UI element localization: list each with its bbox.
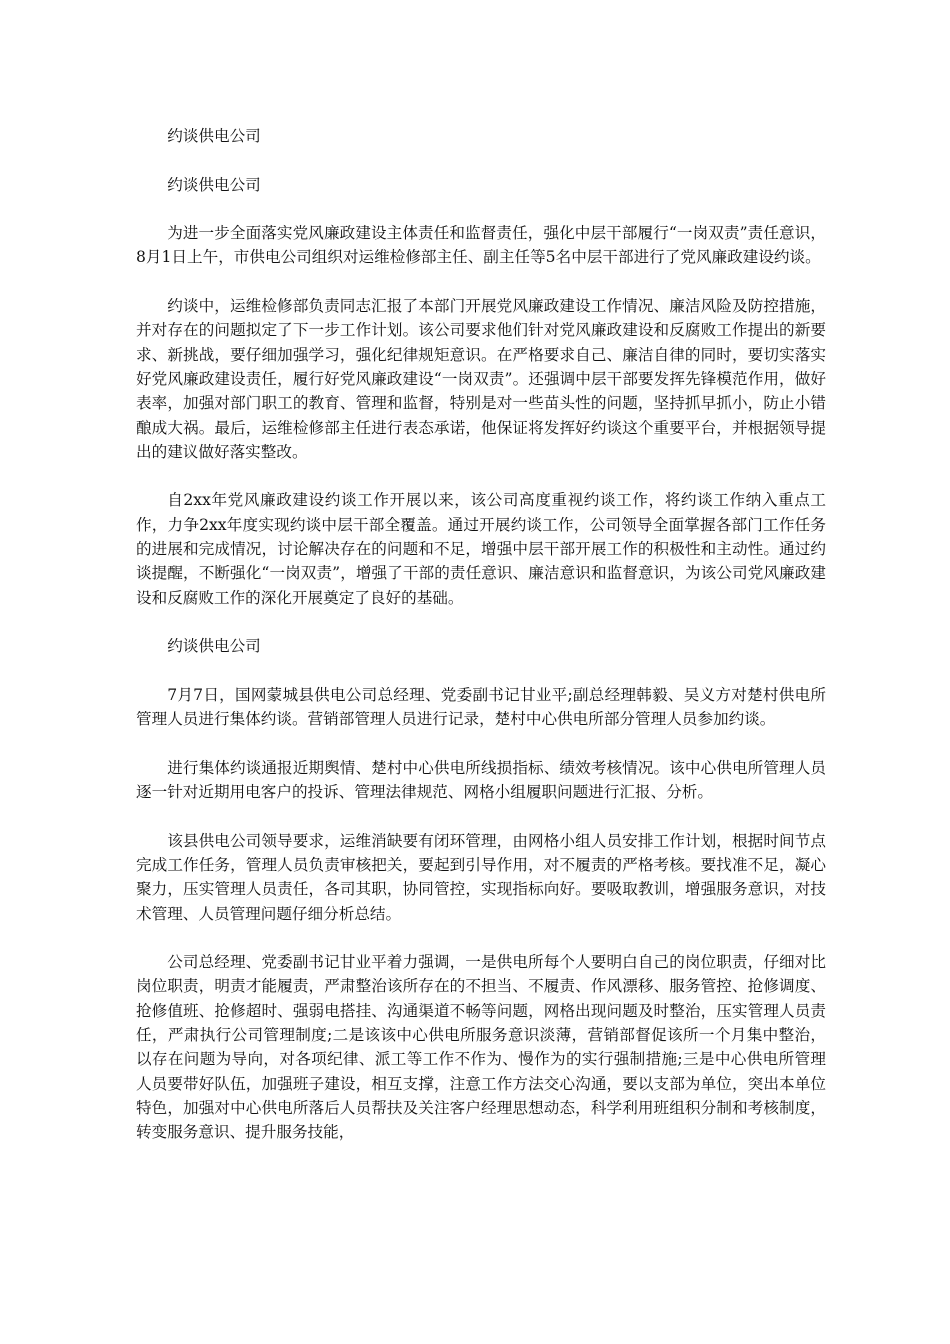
paragraph: 7月7日，国网蒙城县供电公司总经理、党委副书记甘业平;副总经理韩毅、吴义方对楚村供电所管理人员进行集体约谈。营销部管理人员进行记录，楚村中心供电所部分管理人员参加约谈。 bbox=[136, 685, 826, 729]
section-heading: 约谈供电公司 bbox=[167, 127, 261, 145]
paragraph: 该县供电公司领导要求，运维消缺要有闭环管理，由网格小组人员安排工作计划，根据时间节点完成工作任务，管理人员负责审核把关，要起到引导作用，对不履责的严格考核。要找准不足，凝心聚力，压实管理人员责任，各司其职，协同管控，实现指标向好。要吸取教训，增强服务意识，对技术管理、人员管理问题仔细分析总结。 bbox=[136, 831, 826, 923]
paragraph: 为进一步全面落实党风廉政建设主体责任和监督责任，强化中层干部履行“一岗双责”责任意识，8月1日上午，市供电公司组织对运维检修部主任、副主任等5名中层干部进行了党风廉政建设约谈。 bbox=[136, 224, 826, 267]
paragraph: 约谈中，运维检修部负责同志汇报了本部门开展党风廉政建设工作情况、廉洁风险及防控措施，并对存在的问题拟定了下一步工作计划。该公司要求他们针对党风廉政建设和反腐败工作提出的新要求、新挑战，要仔细加强学习，强化纪律规矩意识。在严格要求自己、廉洁自律的同时，要切实落实好党风廉政建设责任，履行好党风廉政建设“一岗双责”。还强调中层干部要发挥先锋模范作用，做好表率，加强对部门职工的教育、管理和监督，特别是对一些苗头性的问题，坚持抓早抓小，防止小错酿成大祸。最后，运维检修部主任进行表态承诺，他保证将发挥好约谈这个重要平台，并根据领导提出的建议做好落实整改。 bbox=[136, 297, 826, 461]
paragraph: 自2xx年党风廉政建设约谈工作开展以来，该公司高度重视约谈工作，将约谈工作纳入重点工作，力争2xx年度实现约谈中层干部全覆盖。通过开展约谈工作，公司领导全面掌握各部门工作任务的进展和完成情况，讨论解决存在的问题和不足，增强中层干部开展工作的积极性和主动性。通过约谈提醒，不断强化“一岗双责”，增强了干部的责任意识、廉洁意识和监督意识，为该公司党风廉政建设和反腐败工作的深化开展奠定了良好的基础。 bbox=[136, 491, 826, 607]
paragraph: 进行集体约谈通报近期舆情、楚村中心供电所线损指标、绩效考核情况。该中心供电所管理人员逐一针对近期用电客户的投诉、管理法律规范、网格小组履职问题进行汇报、分析。 bbox=[136, 758, 826, 802]
section-heading: 约谈供电公司 bbox=[167, 175, 261, 194]
document-body bbox=[136, 124, 826, 1169]
paragraph: 公司总经理、党委副书记甘业平着力强调，一是供电所每个人要明白自己的岗位职责，仔细对比岗位职责，明责才能履责，严肃整治该所存在的不担当、不履责、作风漂移、服务管控、抢修调度、抢修值班、抢修超时、强弱电搭挂、沟通渠道不畅等问题，网格出现问题及时整治，压实管理人员责任，严肃执行公司管理制度;二是该该中心供电所服务意识淡薄，营销部督促该所一个月集中整治，以存在问题为导向，对各项纪律、派工等工作不作为、慢作为的实行强制措施;三是中心供电所管理人员要带好队伍，加强班子建设，相互支撑，注意工作方法交心沟通，要以支部为单位，突出本单位特色，加强对中心供电所落后人员帮扶及关注客户经理思想动态，科学利用班组积分制和考核制度，转变服务意识、提升服务技能， bbox=[136, 953, 826, 1142]
section-heading: 约谈供电公司 bbox=[167, 637, 261, 656]
